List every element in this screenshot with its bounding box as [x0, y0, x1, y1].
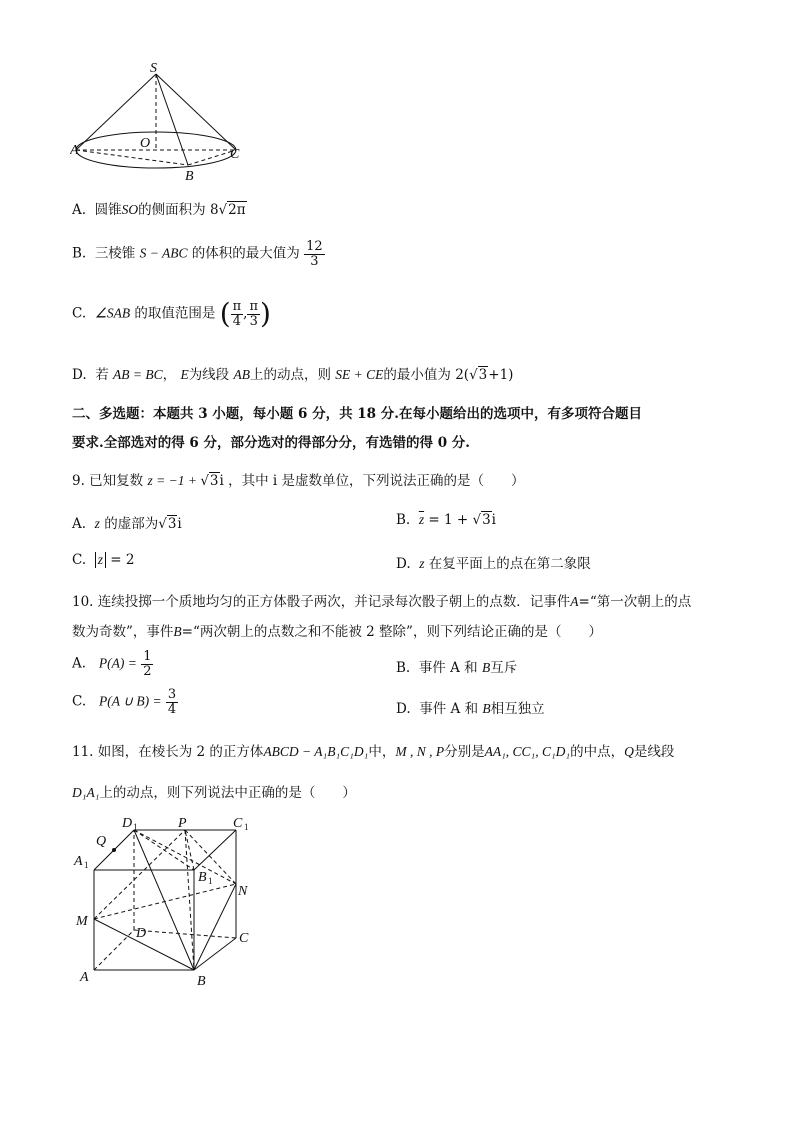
segment-b1-p	[185, 830, 194, 870]
label-b1-sub: 1	[208, 876, 213, 886]
section2-heading-line2: 要求.全部选对的得 6 分，部分选对的得部分分，有选错的得 0 分.	[72, 435, 470, 451]
label-m: M	[76, 914, 88, 929]
cone-figure	[70, 60, 260, 185]
label-n: N	[238, 884, 248, 899]
segment-d1-b	[134, 830, 194, 970]
point-q	[112, 848, 116, 852]
q10-stem-line1: 10. 连续投掷一个质地均匀的正方体骰子两次，并记录每次骰子朝上的点数．记事件A=“第一次朝上的点	[72, 594, 692, 610]
label-o: O	[140, 136, 151, 151]
fraction-12-3: $\frac{12}{3}$	[306, 239, 323, 269]
label-b: B	[197, 974, 206, 989]
q9-stem: 9. 已知复数 z = −1 + √3i ，其中 i 是虚数单位，下列说法正确的是（ ）	[72, 473, 525, 489]
cone-edge-sb	[156, 74, 188, 165]
label-c1: C	[233, 816, 243, 831]
label-q: Q	[96, 834, 107, 849]
q10-option-b: B. 事件 A 和 B互斥	[396, 660, 518, 676]
cube-figure	[70, 815, 270, 995]
q10-option-d: D. 事件 A 和 B相互独立	[396, 701, 545, 717]
label-p: P	[178, 816, 187, 831]
q9-option-c: C. z = 2	[72, 552, 135, 568]
label-d: D	[136, 926, 147, 941]
label-a: A	[70, 143, 79, 158]
q8-option-b: B. 三棱锥 S − ABC 的体积的最大值为 $\frac{12}{3}$	[72, 239, 323, 269]
q11-stem-line1: 11. 如图，在棱长为 2 的正方体ABCD − A₁B₁C₁D₁中，M , N , P分别是AA₁, CC₁, C₁D₁的中点，Q是线段	[72, 744, 675, 760]
q8-option-d: D. 若 AB = BC， E为线段 AB上的动点，则 SE + CE的最小值为 2(√3+1)	[72, 367, 514, 383]
edge-b1-c1	[194, 830, 236, 870]
cone-chord-ab	[76, 150, 188, 165]
q9-option-a: A. z 的虚部为√3i	[72, 516, 182, 532]
label-c: C	[239, 931, 249, 946]
edge-b-c	[194, 938, 236, 970]
segment-m-n	[94, 884, 236, 919]
q10-option-c: C. P(A ∪ B) = $\frac{3}{4}$	[72, 687, 177, 717]
label-b: B	[185, 169, 194, 184]
segment-p-b	[185, 830, 194, 970]
segment-b-n	[194, 884, 236, 970]
q10-stem-line2: 数为奇数”，事件B=“两次朝上的点数之和不能被 2 整除”，则下列结论正确的是（ ）	[72, 624, 602, 640]
cone-edge-sc	[156, 74, 236, 150]
q9-option-b: B. $\overline{z} = 1 + √3i$	[396, 512, 496, 528]
label-b1: B	[198, 870, 207, 885]
q11-stem-line2: D₁A₁上的动点，则下列说法中正确的是（ ）	[72, 785, 356, 801]
label-d1: D	[122, 816, 133, 831]
q9-option-d: D. z 在复平面上的点在第二象限	[396, 556, 591, 572]
label-a1-sub: 1	[84, 860, 89, 870]
label-a1: A	[74, 854, 83, 869]
label-c: C	[230, 147, 240, 162]
q10-option-a: A. P(A) = $\frac{1}{2}$	[72, 649, 152, 679]
label-s: S	[150, 61, 157, 76]
q8-option-c: C. ∠SAB 的取值范围是 ( $\frac{\pi}{4}$ , $\frac{\pi}{3}$ )	[72, 297, 271, 331]
label-d1-sub: 1	[133, 822, 138, 832]
label-c1-sub: 1	[244, 822, 249, 832]
label-a: A	[80, 970, 89, 985]
segment-d1-n	[134, 830, 236, 884]
edge-d-c	[134, 930, 236, 938]
section2-heading-line1: 二、多选题：本题共 3 小题，每小题 6 分，共 18 分.在每小题给出的选项中，有多项符合题目	[72, 406, 642, 422]
q8-option-a: A. 圆锥SO的侧面积为 8√2π	[72, 202, 246, 218]
